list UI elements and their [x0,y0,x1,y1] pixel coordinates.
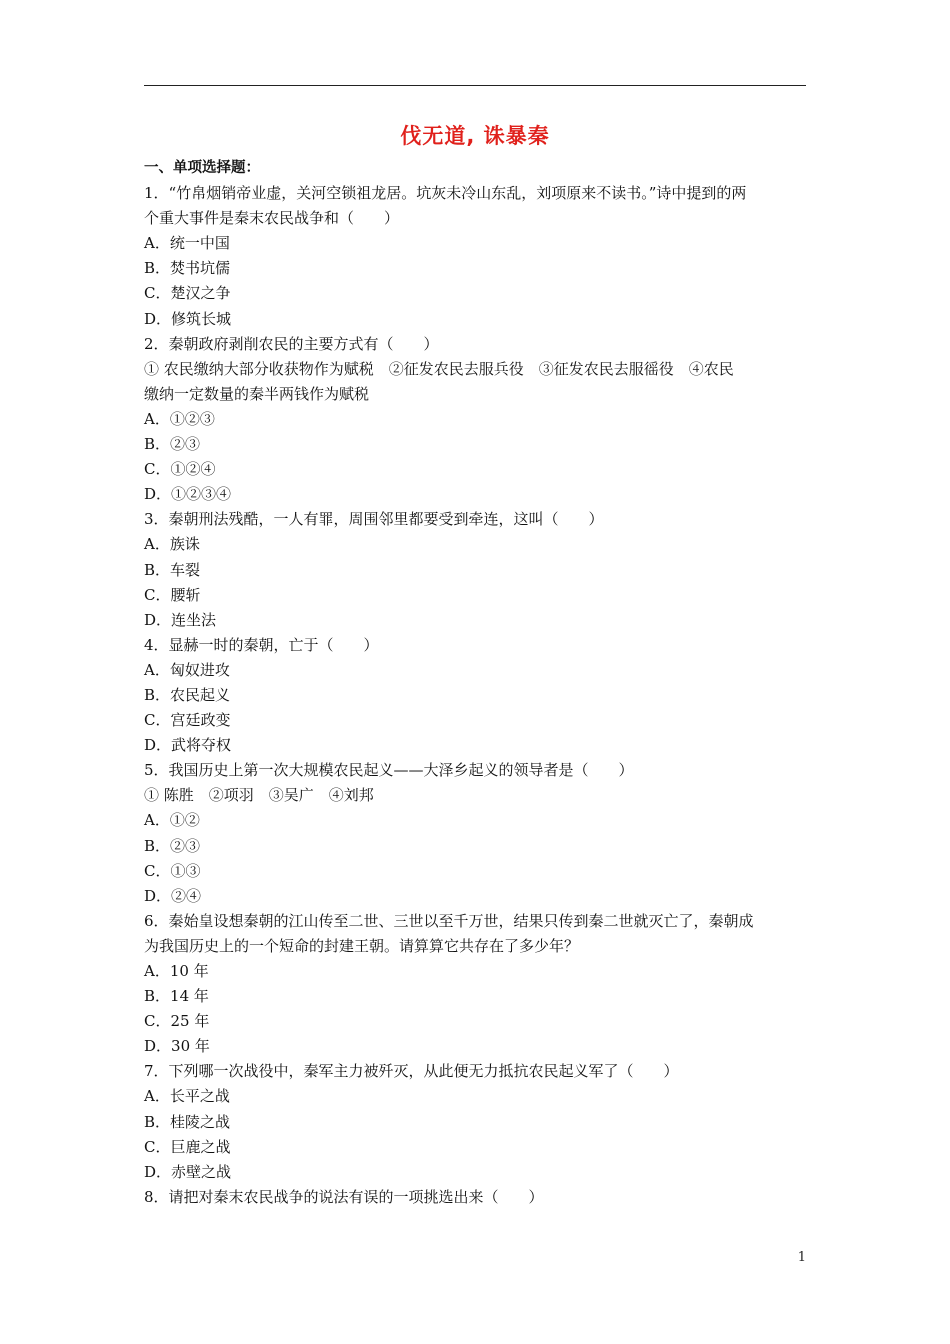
text-line: 4．显赫一时的秦朝，亡于（ ） [144,635,379,654]
document-title: 伐无道, 诛暴秦 [400,124,550,148]
text-line: 缴纳一定数量的秦半两钱作为赋税 [144,384,370,403]
text-line: B．焚书坑儒 [144,259,231,278]
text-line: A．长平之战 [144,1087,230,1106]
text-line: D．①②③④ [144,485,232,504]
text-line: 5．我国历史上第一次大规模农民起义——大泽乡起义的领导者是（ ） [144,761,634,780]
text-line: 2．秦朝政府剥削农民的主要方式有（ ） [144,334,439,353]
document-content [144,156,808,1210]
text-line: C．楚汉之争 [144,284,231,303]
text-line: 8．请把对秦末农民战争的说法有误的一项挑选出来（ ） [144,1187,544,1206]
text-line: D．武将夺权 [144,736,232,755]
text-line: A．匈奴进攻 [144,660,230,679]
text-line: B．②③ [144,836,201,855]
text-line: 7．下列哪一次战役中，秦军主力被歼灭，从此便无力抵抗农民起义军了（ ） [144,1062,679,1081]
text-line: C．腰斩 [144,585,201,604]
text-line: 1．“竹帛烟销帝业虚，关河空锁祖龙居。坑灰未冷山东乱，刘项原来不读书。”诗中提到的两 [144,184,747,203]
text-line: B．桂陵之战 [144,1112,231,1131]
text-line: C．宫廷政变 [144,711,231,730]
text-line: D．连坐法 [144,610,217,629]
text-line: D．赤壁之战 [144,1162,232,1181]
text-line: D．修筑长城 [144,309,232,328]
text-line: A．①②③ [144,409,215,428]
page-number: 1 [797,1250,806,1265]
text-line: A．10 年 [144,962,209,980]
text-line: A．统一中国 [144,234,230,253]
text-line: C．25 年 [144,1012,210,1031]
text-line: ① 农民缴纳大部分收获物作为赋税 ②征发农民去服兵役 ③征发农民去服徭役 ④农民 [144,359,734,378]
text-line: D．30 年 [144,1037,210,1056]
text-line: B．车裂 [144,560,201,579]
text-line: A．①② [144,811,200,830]
text-line: 3．秦朝刑法残酷，一人有罪，周围邻里都要受到牵连，这叫（ ） [144,510,604,529]
text-line: A．族诛 [144,535,200,554]
text-line: ① 陈胜 ②项羽 ③吴广 ④刘邦 [144,786,374,805]
text-line: C．巨鹿之战 [144,1137,231,1156]
text-line: B．农民起义 [144,685,231,704]
section-heading: 一、单项选择题： [144,160,260,176]
text-line: C．①②④ [144,460,216,479]
header-rule [144,85,806,86]
text-line: C．①③ [144,861,201,880]
text-line: D．②④ [144,886,202,905]
text-line: 个重大事件是秦末农民战争和（ ） [144,209,400,228]
text-line: 为我国历史上的一个短命的封建王朝。请算算它共存在了多少年？ [144,936,580,955]
text-line: B．14 年 [144,987,209,1006]
text-line: B．②③ [144,435,201,454]
text-line: 6．秦始皇设想秦朝的江山传至二世、三世以至千万世，结果只传到秦二世就灭亡了，秦朝成 [144,911,754,930]
